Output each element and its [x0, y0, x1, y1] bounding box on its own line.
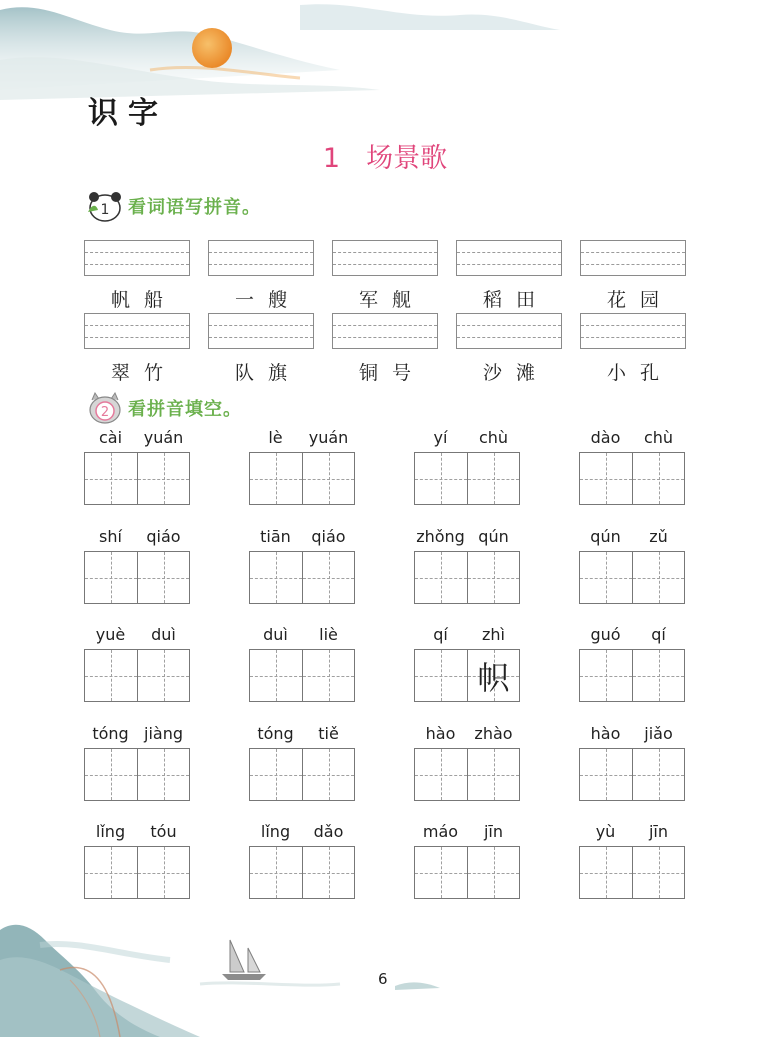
pinyin-item — [84, 240, 190, 312]
hanzi-item — [249, 428, 355, 505]
tianzige-cell[interactable] — [250, 650, 302, 701]
pinyin-label: lǐng — [260, 822, 291, 841]
hanzi-row-4 — [84, 724, 744, 801]
pinyin-row-1 — [84, 240, 704, 312]
hanzi-char — [250, 453, 302, 504]
tianzige-cell[interactable] — [580, 453, 632, 504]
pinyin-writing-box[interactable] — [332, 240, 438, 276]
pinyin-writing-box[interactable] — [580, 313, 686, 349]
tianzige-cell[interactable] — [467, 650, 519, 701]
pinyin-writing-box[interactable] — [580, 240, 686, 276]
hanzi-item — [579, 724, 685, 801]
hanzi-char — [415, 650, 467, 701]
tianzige-cell[interactable] — [85, 453, 137, 504]
pinyin-label: jīn — [483, 822, 504, 841]
hanzi-item — [84, 822, 190, 899]
tianzige-cell[interactable] — [580, 847, 632, 898]
pinyin-label: liè — [319, 625, 338, 644]
task-1-label: 看词语写拼音。 — [128, 197, 261, 218]
pinyin-item — [208, 240, 314, 312]
hanzi-item — [579, 428, 685, 505]
task-2-label: 看拼音填空。 — [128, 399, 242, 420]
tianzige-cell[interactable] — [580, 749, 632, 800]
pinyin-label: shí — [99, 527, 122, 546]
tianzige-cell[interactable] — [137, 453, 189, 504]
pinyin-row-2 — [84, 313, 704, 385]
sun-icon — [192, 28, 232, 68]
pinyin-label: qún — [478, 527, 509, 546]
pinyin-label: lè — [268, 428, 283, 447]
pinyin-label: duì — [263, 625, 288, 644]
hanzi-char — [580, 552, 632, 603]
pinyin-label: jīn — [648, 822, 669, 841]
hanzi-item — [249, 527, 355, 604]
pinyin-label: tiě — [318, 724, 339, 743]
pinyin-label: cài — [98, 428, 123, 447]
task-1-number: 1 — [100, 202, 110, 218]
hanzi-char — [633, 552, 684, 603]
hanzi-char — [85, 847, 137, 898]
pinyin-label: tóng — [92, 724, 129, 743]
pinyin-writing-box[interactable] — [456, 240, 562, 276]
tianzige-cell[interactable] — [85, 552, 137, 603]
hanzi-char — [85, 650, 137, 701]
pinyin-label: jiǎo — [644, 724, 673, 743]
pinyin-label: zhì — [482, 625, 505, 644]
tianzige-cell[interactable] — [580, 552, 632, 603]
task-1-heading — [86, 190, 261, 222]
hanzi-item — [414, 724, 520, 801]
tianzige-cell[interactable] — [137, 552, 189, 603]
hanzi-char — [303, 650, 354, 701]
pinyin-label: yuán — [143, 428, 184, 447]
hanzi-item — [579, 527, 685, 604]
pinyin-label: hào — [590, 724, 621, 743]
pinyin-label: máo — [422, 822, 459, 841]
pinyin-label: qiáo — [311, 527, 346, 546]
tianzige-cell[interactable] — [137, 847, 189, 898]
hanzi-item — [414, 428, 520, 505]
pinyin-label: lǐng — [95, 822, 126, 841]
vocab-word: 翠竹 — [110, 362, 177, 384]
pinyin-label: tóu — [150, 822, 177, 841]
pinyin-label: yuè — [95, 625, 126, 644]
pinyin-label: hào — [425, 724, 456, 743]
hanzi-item — [414, 822, 520, 899]
hanzi-char — [580, 650, 632, 701]
tianzige-cell[interactable] — [632, 749, 684, 800]
vocab-word: 队旗 — [234, 362, 301, 384]
tianzige-cell[interactable] — [467, 749, 519, 800]
hanzi-char — [633, 749, 684, 800]
pinyin-label: qiáo — [146, 527, 181, 546]
hanzi-item — [579, 625, 685, 702]
hanzi-char — [250, 650, 302, 701]
vocab-word: 一艘 — [234, 289, 301, 311]
cat-number-badge-icon — [86, 392, 124, 424]
hanzi-row-1 — [84, 428, 744, 505]
lesson-number: 1 — [322, 143, 341, 174]
pinyin-label: jiàng — [144, 724, 183, 743]
pinyin-item — [208, 313, 314, 385]
hanzi-row-3 — [84, 625, 744, 702]
hanzi-char — [580, 453, 632, 504]
pinyin-item — [332, 240, 438, 312]
hanzi-item — [414, 625, 520, 702]
hanzi-char — [468, 453, 519, 504]
hanzi-row-5 — [84, 822, 744, 899]
hanzi-char — [303, 847, 354, 898]
tianzige-cell[interactable] — [85, 847, 137, 898]
hanzi-char — [138, 650, 189, 701]
pinyin-writing-box[interactable] — [84, 313, 190, 349]
hanzi-char — [468, 552, 519, 603]
landscape-footer-decoration — [0, 900, 770, 1037]
hanzi-char — [250, 749, 302, 800]
pinyin-item — [580, 240, 686, 312]
tianzige-cell[interactable] — [302, 552, 354, 603]
pinyin-label: qí — [651, 625, 666, 644]
hanzi-char — [138, 453, 189, 504]
hanzi-item — [579, 822, 685, 899]
hanzi-char — [468, 847, 519, 898]
tianzige-cell[interactable] — [467, 453, 519, 504]
tianzige-cell[interactable] — [85, 749, 137, 800]
hanzi-char — [303, 552, 354, 603]
tianzige-cell[interactable] — [85, 650, 137, 701]
tianzige-cell[interactable] — [250, 847, 302, 898]
pinyin-item — [332, 313, 438, 385]
hanzi-item — [84, 428, 190, 505]
tianzige-cell[interactable] — [632, 650, 684, 701]
pinyin-writing-box[interactable] — [84, 240, 190, 276]
pinyin-writing-box[interactable] — [332, 313, 438, 349]
lesson-title — [0, 136, 770, 175]
section-title: 识字 — [88, 96, 168, 131]
tianzige-cell[interactable] — [415, 453, 467, 504]
tianzige-cell[interactable] — [415, 650, 467, 701]
vocab-word: 稻田 — [482, 289, 549, 311]
pinyin-label: duì — [151, 625, 176, 644]
tianzige-cell[interactable] — [250, 552, 302, 603]
hanzi-char — [303, 749, 354, 800]
hanzi-char — [250, 847, 302, 898]
hanzi-char — [85, 453, 137, 504]
tianzige-cell[interactable] — [632, 453, 684, 504]
pinyin-label: tóng — [257, 724, 294, 743]
tianzige-cell[interactable] — [415, 847, 467, 898]
hanzi-char: 帜 — [477, 658, 510, 697]
pinyin-label: qí — [433, 625, 448, 644]
hanzi-char — [250, 552, 302, 603]
hanzi-char — [633, 847, 684, 898]
hanzi-char — [138, 552, 189, 603]
pinyin-writing-box[interactable] — [456, 313, 562, 349]
pinyin-label: yí — [433, 428, 448, 447]
hanzi-row-2 — [84, 527, 744, 604]
vocab-word: 小孔 — [606, 362, 673, 384]
pinyin-label: zhào — [474, 724, 513, 743]
tianzige-cell[interactable] — [632, 552, 684, 603]
hanzi-char — [580, 847, 632, 898]
vocab-word: 铜号 — [358, 362, 425, 384]
hanzi-item — [249, 724, 355, 801]
tianzige-cell[interactable] — [302, 749, 354, 800]
tianzige-cell[interactable] — [580, 650, 632, 701]
lesson-name: 场景歌 — [366, 143, 448, 174]
pinyin-label: zǔ — [649, 527, 668, 546]
hanzi-char — [303, 453, 354, 504]
pinyin-label: dào — [590, 428, 621, 447]
tianzige-cell[interactable] — [415, 749, 467, 800]
task-2-number: 2 — [100, 405, 110, 420]
pinyin-item — [84, 313, 190, 385]
task-2-heading — [86, 392, 242, 424]
hanzi-char — [415, 453, 467, 504]
tianzige-cell[interactable] — [415, 552, 467, 603]
pinyin-item — [456, 240, 562, 312]
vocab-word: 花园 — [606, 289, 673, 311]
tianzige-cell[interactable] — [137, 650, 189, 701]
tianzige-cell[interactable] — [137, 749, 189, 800]
hanzi-item — [249, 625, 355, 702]
tianzige-cell[interactable] — [467, 847, 519, 898]
pinyin-item — [580, 313, 686, 385]
sailboat-icon — [222, 940, 266, 980]
hanzi-char — [85, 552, 137, 603]
tianzige-cell[interactable] — [250, 749, 302, 800]
pinyin-label: yù — [595, 822, 616, 841]
pinyin-label: tiān — [260, 527, 291, 546]
hanzi-char — [468, 749, 519, 800]
vocab-word: 帆船 — [110, 289, 177, 311]
hanzi-char — [633, 453, 684, 504]
panda-number-badge-icon — [86, 190, 124, 222]
tianzige-cell[interactable] — [302, 847, 354, 898]
hanzi-char — [580, 749, 632, 800]
pinyin-writing-box[interactable] — [208, 313, 314, 349]
hanzi-char — [633, 650, 684, 701]
hanzi-char — [415, 552, 467, 603]
tianzige-cell[interactable] — [250, 453, 302, 504]
pinyin-item — [456, 313, 562, 385]
hanzi-item — [84, 724, 190, 801]
pinyin-label: chù — [478, 428, 509, 447]
hanzi-item — [414, 527, 520, 604]
hanzi-char — [415, 749, 467, 800]
pinyin-label: chù — [643, 428, 674, 447]
pinyin-label: dǎo — [313, 822, 344, 841]
hanzi-char — [415, 847, 467, 898]
pinyin-label: guó — [590, 625, 621, 644]
hanzi-item — [249, 822, 355, 899]
tianzige-cell[interactable] — [302, 650, 354, 701]
hanzi-char — [138, 749, 189, 800]
pinyin-label: yuán — [308, 428, 349, 447]
pinyin-writing-box[interactable] — [208, 240, 314, 276]
hanzi-item — [84, 527, 190, 604]
tianzige-cell[interactable] — [632, 847, 684, 898]
hanzi-char — [138, 847, 189, 898]
hanzi-char — [85, 749, 137, 800]
page-number: 6 — [378, 970, 388, 988]
tianzige-cell[interactable] — [467, 552, 519, 603]
vocab-word: 沙滩 — [482, 362, 549, 384]
vocab-word: 军舰 — [358, 289, 425, 311]
pinyin-label: qún — [590, 527, 621, 546]
hanzi-item — [84, 625, 190, 702]
tianzige-cell[interactable] — [302, 453, 354, 504]
pinyin-label: zhǒng — [416, 527, 465, 546]
